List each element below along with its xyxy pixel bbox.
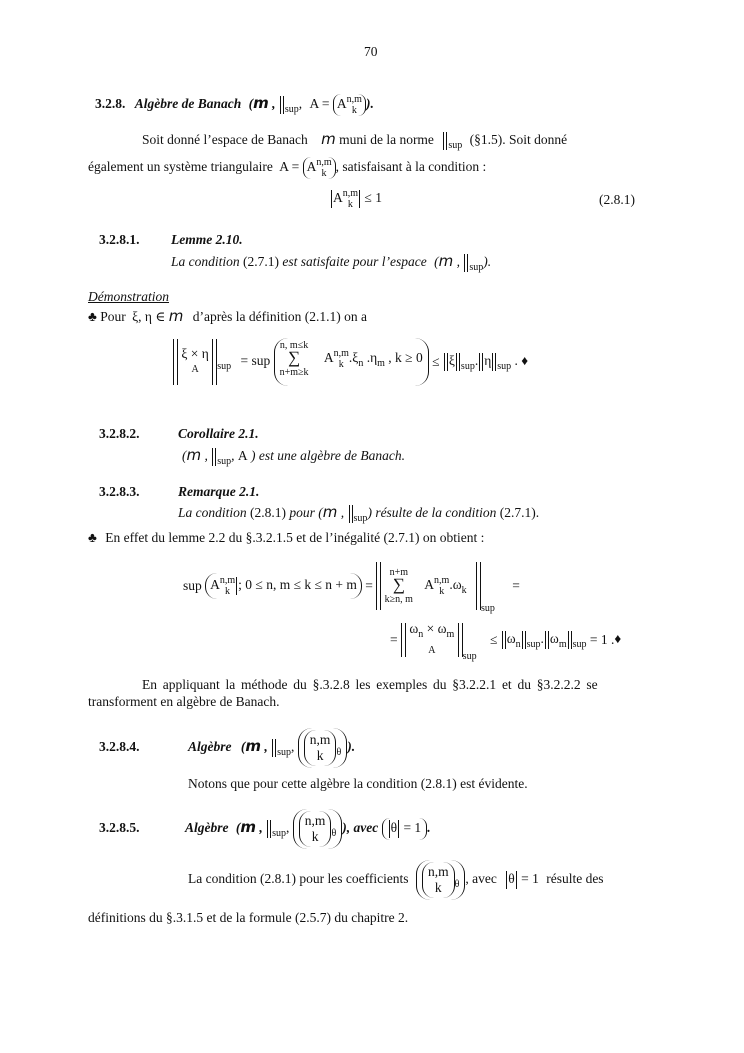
diamond-icon: ♦ [614, 631, 622, 647]
remark-text: La condition (2.8.1) pour (m , $_{sup}$) résulte de la condition (2.7.1). [178, 503, 540, 524]
paragraph-effet: ♣ En effet du lemme 2.2 du §.3.2.1.5 et de l’inégalité (2.7.1) on obtient : [88, 530, 485, 545]
lemma-title: Lemme 2.10. [171, 232, 243, 247]
section-3-2-8-3-number: 3.2.8.3. [99, 484, 140, 499]
text: Soit donné l’espace de Banach [142, 132, 308, 147]
corollary-title: Corollaire 2.1. [178, 426, 259, 441]
matrix-A: A = An,m k [279, 159, 335, 174]
equation-label: (2.8.1) [599, 192, 635, 207]
page-number: 70 [364, 44, 378, 59]
space-symbol: m [321, 130, 336, 148]
section-number: 3.2.8. [95, 96, 126, 112]
section-3-2-8-4-title: Algèbre (m , $_{sup}$, n,m k $_\theta$ ). [188, 724, 355, 770]
equation-sup-omega: sup An,m k ; 0 ≤ n, m ≤ k ≤ n + m = n+m ∑ k≥n, m An,m k $.\omega_k$ $_{sup}$ = [183, 562, 520, 614]
matrix-A: A = An,m k [310, 96, 366, 111]
remark-title: Remarque 2.1. [178, 484, 260, 499]
club-icon: ♣ [88, 530, 97, 545]
lemma-text: La condition (2.7.1) est satisfaite pour l’espace (m , $_{sup}$). [171, 252, 492, 273]
norm-subscript: sup [284, 104, 299, 116]
norm-symbol [443, 132, 447, 150]
section-title: Algèbre de Banach [134, 96, 242, 112]
paragraph-appliquant: En appliquant la méthode du §.3.2.8 les exemples du §3.2.2.1 et du §3.2.2.2 se [142, 677, 598, 692]
paragraph-definitions: définitions du §.3.1.5 et de la formule (2.5.7) du chapitre 2. [88, 910, 409, 925]
norm-symbol [280, 96, 284, 114]
section-3-2-8-5-number: 3.2.8.5. [99, 820, 140, 835]
paragraph-appliquant-2: transforment en algèbre de Banach. [88, 694, 280, 709]
diamond-icon: ♦ [521, 353, 529, 369]
section-3-2-8-2-number: 3.2.8.2. [99, 426, 140, 441]
section-3-2-8-5-title: Algèbre (m , $_{sup}$, n,m k $_\theta$ ), avec θ = 1 . [185, 805, 431, 851]
demonstration-label: Démonstration [88, 289, 169, 304]
text: également un système triangulaire [88, 159, 273, 175]
corollary-text: (m , $_{sup}$, A ) est une algèbre de Banach. [182, 446, 405, 467]
equation-omega-product: = $\omega_n \times \omega_m$ A $_{sup} \le \omega_n$ $_{sup}$. $\omega_m$ $_{sup}$ = 1 .♦ [390, 621, 622, 663]
paragraph-space: Soit donné l’espace de Banach m muni de la norme $_{sup}$ (§1.5). Soit donné [142, 130, 568, 151]
equation-2-8-1: An,m k ≤ 1 [333, 188, 382, 210]
section-3-2-8-heading: 3.2.8. Algèbre de Banach (m , $_{sup}$, A = An,m k ). [95, 94, 374, 116]
section-3-2-8-4-number: 3.2.8.4. [99, 739, 140, 754]
text: (§1.5). Soit donné [469, 132, 568, 147]
club-icon: ♣ [88, 309, 97, 324]
demonstration-line: ♣ Pour ξ, η ∈ m d’après la définition (2.1.1) on a [88, 307, 368, 325]
text: , satisfaisant à la condition : [335, 159, 487, 175]
text: muni de la norme [339, 132, 434, 147]
space-symbol: (m , [248, 94, 276, 113]
paragraph-coefficients: La condition (2.8.1) pour les coefficients n,m k $_\theta$ , avec θ = 1 résulte des [188, 857, 658, 903]
equation-product-norm: ξ × η A $_{sup}$ = sup n, m≤k ∑ n+m≥k An,m k $.\xi_n$ $.\eta_m$ , k ≥ 0 ≤ ξ $_{sup}$. η $_{sup}$ . ♦ [173, 338, 528, 388]
note-3-2-8-4: Notons que pour cette algèbre la condition (2.8.1) est évidente. [188, 776, 528, 791]
section-3-2-8-1-number: 3.2.8.1. [99, 232, 140, 247]
paragraph-system [88, 157, 486, 179]
